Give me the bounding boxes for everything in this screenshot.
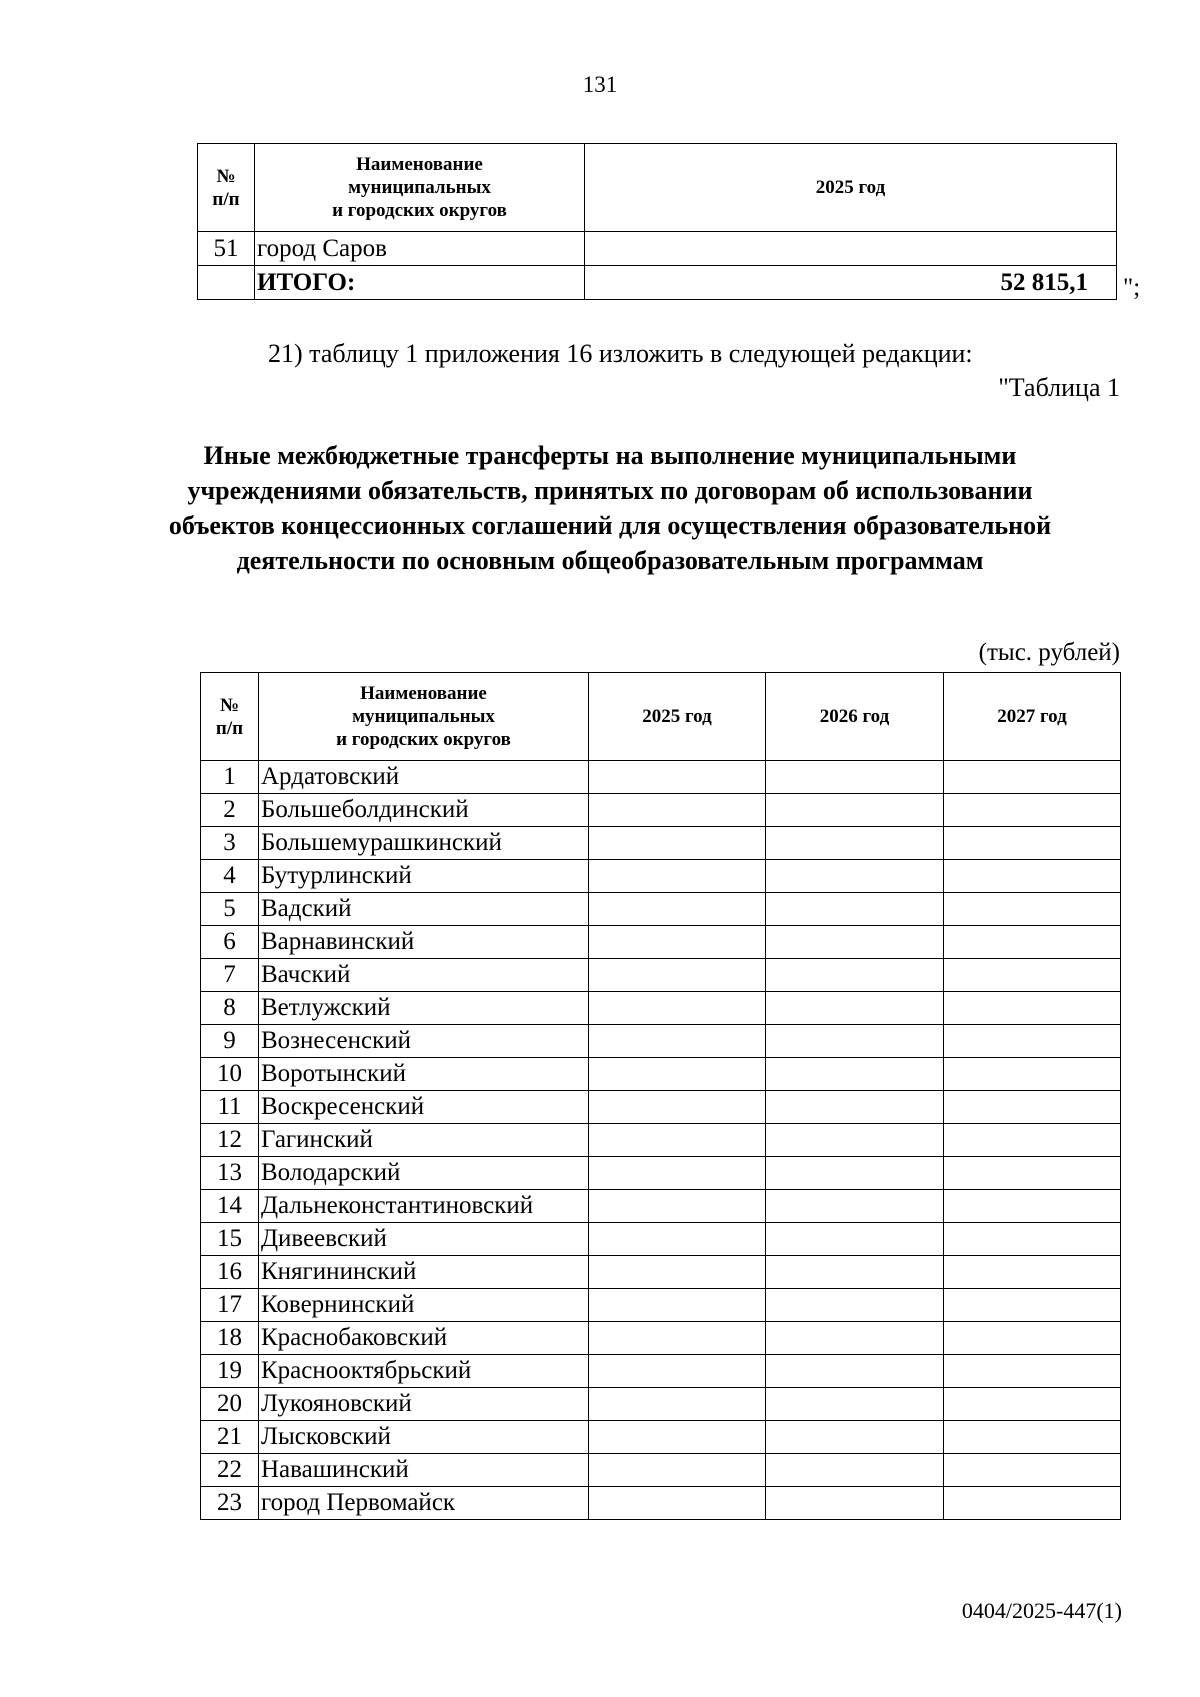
row-num: 12 xyxy=(201,1124,259,1157)
total-row xyxy=(198,266,1117,300)
row-2027 xyxy=(944,1058,1121,1091)
main-table xyxy=(200,672,1121,1520)
row-2027 xyxy=(944,1454,1121,1487)
row-2027 xyxy=(944,1091,1121,1124)
table-row xyxy=(201,1190,1121,1223)
header-name: Наименование муниципальных и городских округов xyxy=(259,673,589,761)
total-num-cell xyxy=(198,266,255,300)
row-num: 15 xyxy=(201,1223,259,1256)
table-row xyxy=(201,1223,1121,1256)
row-2027 xyxy=(944,1223,1121,1256)
table-row xyxy=(201,1487,1121,1520)
row-2027 xyxy=(944,1190,1121,1223)
row-2027 xyxy=(944,827,1121,860)
row-name: Вачский xyxy=(259,959,589,992)
table-row xyxy=(201,1091,1121,1124)
row-2025 xyxy=(589,1388,766,1421)
row-2025 xyxy=(589,794,766,827)
row-2027 xyxy=(944,1289,1121,1322)
row-2025 xyxy=(589,1223,766,1256)
row-2026 xyxy=(766,992,944,1025)
row-2026 xyxy=(766,1355,944,1388)
row-name: Воскресенский xyxy=(259,1091,589,1124)
table-row xyxy=(201,959,1121,992)
row-name: Лукояновский xyxy=(259,1388,589,1421)
row-num: 5 xyxy=(201,893,259,926)
row-2026 xyxy=(766,1454,944,1487)
row-2027 xyxy=(944,1025,1121,1058)
row-num: 1 xyxy=(201,761,259,794)
row-2025 xyxy=(589,1256,766,1289)
row-2027 xyxy=(944,1124,1121,1157)
row-2027 xyxy=(944,860,1121,893)
row-2025 xyxy=(589,860,766,893)
row-2025 xyxy=(589,1355,766,1388)
row-2025 xyxy=(589,1421,766,1454)
row-2027 xyxy=(944,959,1121,992)
page-number: 131 xyxy=(582,72,618,97)
header-num: № п/п xyxy=(201,673,259,761)
row-2026 xyxy=(766,860,944,893)
row-num: 22 xyxy=(201,1454,259,1487)
units-label: (тыс. рублей) xyxy=(978,639,1120,666)
row-2026 xyxy=(766,959,944,992)
row-2026 xyxy=(766,761,944,794)
row-2025 xyxy=(589,959,766,992)
row-2027 xyxy=(944,992,1121,1025)
table-row xyxy=(198,232,1117,266)
row-num: 11 xyxy=(201,1091,259,1124)
row-2026 xyxy=(766,926,944,959)
row-num: 9 xyxy=(201,1025,259,1058)
row-name: Большеболдинский xyxy=(259,794,589,827)
row-2026 xyxy=(766,794,944,827)
table-row xyxy=(201,1289,1121,1322)
row-name: Большемурашкинский xyxy=(259,827,589,860)
row-2025 xyxy=(589,1091,766,1124)
row-2025 xyxy=(589,1454,766,1487)
row-name: Княгининский xyxy=(259,1256,589,1289)
row-num: 7 xyxy=(201,959,259,992)
row-num: 2 xyxy=(201,794,259,827)
total-label: ИТОГО: xyxy=(255,266,585,300)
row-name: Краснооктябрьский xyxy=(259,1355,589,1388)
row-num: 3 xyxy=(201,827,259,860)
row-num: 4 xyxy=(201,860,259,893)
table-row xyxy=(201,1058,1121,1091)
main-table-header-row xyxy=(201,673,1121,761)
row-2025 xyxy=(585,232,1117,266)
row-num: 10 xyxy=(201,1058,259,1091)
row-2027 xyxy=(944,926,1121,959)
table-row xyxy=(201,1355,1121,1388)
table-row xyxy=(201,1025,1121,1058)
row-2025 xyxy=(589,1058,766,1091)
row-2025 xyxy=(589,761,766,794)
row-2025 xyxy=(589,1157,766,1190)
row-2025 xyxy=(589,1487,766,1520)
row-name: Володарский xyxy=(259,1157,589,1190)
row-2025 xyxy=(589,926,766,959)
table-row xyxy=(201,1454,1121,1487)
row-name: Воротынский xyxy=(259,1058,589,1091)
document-code: 0404/2025-447(1) xyxy=(961,1598,1122,1623)
row-2027 xyxy=(944,1256,1121,1289)
row-num: 19 xyxy=(201,1355,259,1388)
row-name: Дивеевский xyxy=(259,1223,589,1256)
row-name: Вадский xyxy=(259,893,589,926)
row-2027 xyxy=(944,1487,1121,1520)
row-2026 xyxy=(766,1124,944,1157)
table-label: "Таблица 1 xyxy=(998,373,1120,402)
row-num: 6 xyxy=(201,926,259,959)
table-row xyxy=(201,827,1121,860)
table-row xyxy=(201,1322,1121,1355)
row-2027 xyxy=(944,1322,1121,1355)
row-2026 xyxy=(766,1025,944,1058)
row-name: Варнавинский xyxy=(259,926,589,959)
row-num: 17 xyxy=(201,1289,259,1322)
instruction-text: 21) таблицу 1 приложения 16 изложить в следующей редакции: xyxy=(268,339,973,368)
row-2025 xyxy=(589,992,766,1025)
closing-quote: "; xyxy=(1123,274,1141,301)
row-2027 xyxy=(944,1157,1121,1190)
row-name: Ковернинский xyxy=(259,1289,589,1322)
table-row xyxy=(201,1388,1121,1421)
row-name: Краснобаковский xyxy=(259,1322,589,1355)
row-num: 21 xyxy=(201,1421,259,1454)
row-2025 xyxy=(589,827,766,860)
row-2026 xyxy=(766,1388,944,1421)
row-name: Навашинский xyxy=(259,1454,589,1487)
row-num: 23 xyxy=(201,1487,259,1520)
row-name: Гагинский xyxy=(259,1124,589,1157)
row-2025 xyxy=(589,1124,766,1157)
row-num: 51 xyxy=(198,232,255,266)
row-2027 xyxy=(944,893,1121,926)
table-row xyxy=(201,761,1121,794)
row-num: 16 xyxy=(201,1256,259,1289)
header-name: Наименование муниципальных и городских округов xyxy=(255,144,585,232)
row-2026 xyxy=(766,1487,944,1520)
row-2026 xyxy=(766,1091,944,1124)
row-2027 xyxy=(944,761,1121,794)
table-row xyxy=(201,794,1121,827)
row-name: Ардатовский xyxy=(259,761,589,794)
table-row xyxy=(201,1124,1121,1157)
row-2027 xyxy=(944,794,1121,827)
row-name: Ветлужский xyxy=(259,992,589,1025)
row-2027 xyxy=(944,1421,1121,1454)
row-num: 18 xyxy=(201,1322,259,1355)
table-row xyxy=(201,893,1121,926)
row-name: Дальнеконстантиновский xyxy=(259,1190,589,1223)
row-2025 xyxy=(589,1190,766,1223)
total-value: 52 815,1 xyxy=(585,266,1117,300)
row-2026 xyxy=(766,1190,944,1223)
row-2026 xyxy=(766,827,944,860)
table-row xyxy=(201,1157,1121,1190)
row-2027 xyxy=(944,1355,1121,1388)
row-name: город Саров xyxy=(255,232,585,266)
row-num: 14 xyxy=(201,1190,259,1223)
table-row xyxy=(201,860,1121,893)
header-2025: 2025 год xyxy=(585,144,1117,232)
header-2026: 2026 год xyxy=(766,673,944,761)
row-2026 xyxy=(766,893,944,926)
row-2025 xyxy=(589,1322,766,1355)
row-2025 xyxy=(589,893,766,926)
row-2026 xyxy=(766,1157,944,1190)
row-2026 xyxy=(766,1421,944,1454)
row-name: Бутурлинский xyxy=(259,860,589,893)
row-2026 xyxy=(766,1058,944,1091)
row-name: город Первомайск xyxy=(259,1487,589,1520)
table-row xyxy=(201,926,1121,959)
row-2027 xyxy=(944,1388,1121,1421)
row-2026 xyxy=(766,1256,944,1289)
table-heading: Иные межбюджетные трансферты на выполнение муниципальными учреждениями обязательств, принятых по договорам об использовании объектов концессионных соглашений для осуществления образовательной деятельности по основным общеобразовательным программам xyxy=(168,441,1052,575)
row-2026 xyxy=(766,1223,944,1256)
row-2026 xyxy=(766,1322,944,1355)
row-num: 13 xyxy=(201,1157,259,1190)
table-row xyxy=(201,992,1121,1025)
row-2026 xyxy=(766,1289,944,1322)
table-row xyxy=(201,1421,1121,1454)
row-name: Вознесенский xyxy=(259,1025,589,1058)
row-num: 20 xyxy=(201,1388,259,1421)
top-table-header-row xyxy=(198,144,1117,232)
top-table xyxy=(197,143,1117,300)
header-2025: 2025 год xyxy=(589,673,766,761)
header-2027: 2027 год xyxy=(944,673,1121,761)
row-num: 8 xyxy=(201,992,259,1025)
header-num: № п/п xyxy=(198,144,255,232)
row-name: Лысковский xyxy=(259,1421,589,1454)
row-2025 xyxy=(589,1025,766,1058)
row-2025 xyxy=(589,1289,766,1322)
table-row xyxy=(201,1256,1121,1289)
